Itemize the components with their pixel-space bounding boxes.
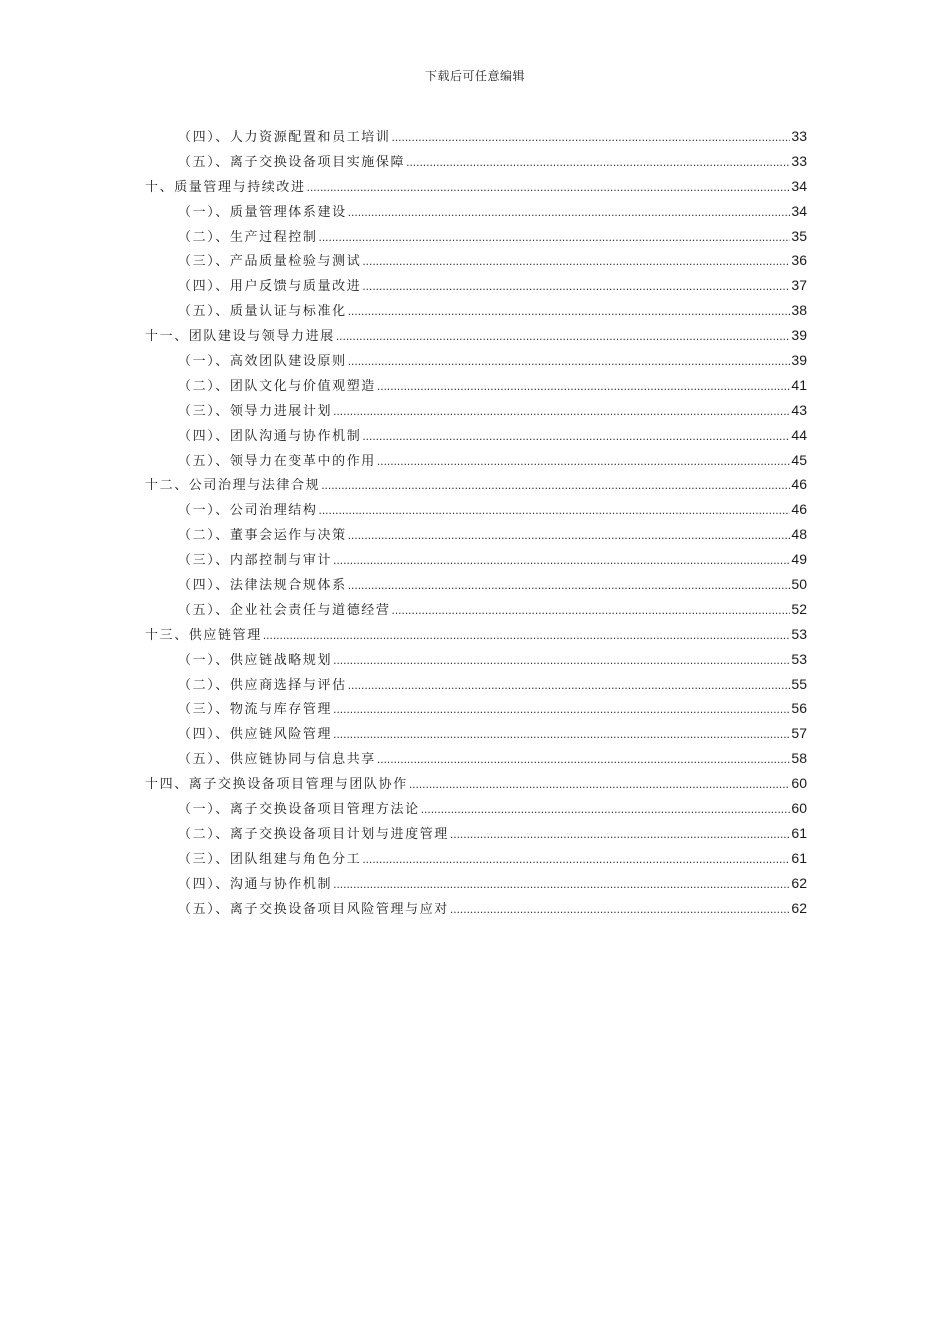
toc-entry-page-number: 36 <box>791 252 807 269</box>
toc-entry-title: （二）、供应商选择与评估 <box>178 677 347 693</box>
toc-section-entry[interactable] <box>145 549 807 574</box>
toc-entry-page-number: 53 <box>791 650 807 667</box>
toc-section-entry[interactable] <box>145 400 807 425</box>
toc-entry-page-number: 46 <box>791 501 807 518</box>
toc-section-entry[interactable] <box>145 275 807 300</box>
toc-entry-page-number: 41 <box>791 376 807 393</box>
toc-dot-leader <box>377 379 791 394</box>
toc-entry-title: （三）、团队组建与角色分工 <box>178 851 362 867</box>
toc-dot-leader <box>336 329 791 344</box>
toc-entry-page-number: 62 <box>791 899 807 916</box>
toc-dot-leader <box>450 827 791 842</box>
toc-section-entry[interactable] <box>145 898 807 923</box>
toc-entry-title: （一）、高效团队建设原则 <box>178 354 347 370</box>
toc-entry-page-number: 56 <box>791 700 807 717</box>
toc-entry-title: （四）、供应链风险管理 <box>178 727 333 743</box>
toc-section-entry[interactable] <box>145 151 807 176</box>
toc-chapter-entry[interactable] <box>145 474 807 499</box>
toc-section-entry[interactable] <box>145 599 807 624</box>
toc-section-entry[interactable] <box>145 226 807 251</box>
toc-entry-title: 十三、供应链管理 <box>145 627 262 643</box>
toc-entry-title: （四）、人力资源配置和员工培训 <box>178 130 391 145</box>
toc-dot-leader <box>348 528 791 543</box>
toc-entry-page-number: 43 <box>791 401 807 418</box>
toc-entry-page-number: 39 <box>791 352 807 369</box>
toc-entry-page-number: 57 <box>791 725 807 742</box>
toc-dot-leader <box>348 678 791 693</box>
toc-entry-title: 十二、公司治理与法律合规 <box>145 478 321 494</box>
page-header: 下载后可任意编辑 <box>424 69 525 83</box>
toc-dot-leader <box>307 180 791 195</box>
toc-entry-title: （二）、团队文化与价值观塑造 <box>178 378 376 394</box>
toc-dot-leader <box>362 254 790 269</box>
toc-dot-leader <box>333 877 790 892</box>
toc-section-entry[interactable] <box>145 574 807 599</box>
toc-entry-title: （二）、生产过程控制 <box>178 229 318 245</box>
toc-dot-leader <box>348 205 791 220</box>
toc-entry-title: （四）、用户反馈与质量改进 <box>178 279 362 295</box>
toc-section-entry[interactable] <box>145 848 807 873</box>
toc-dot-leader <box>409 777 791 792</box>
toc-section-entry[interactable] <box>145 698 807 723</box>
toc-dot-leader <box>333 404 790 419</box>
toc-entry-page-number: 61 <box>791 824 807 841</box>
toc-dot-leader <box>321 478 790 493</box>
toc-dot-leader <box>263 628 791 643</box>
toc-dot-leader <box>450 902 791 917</box>
toc-entry-page-number: 35 <box>791 227 807 244</box>
toc-dot-leader <box>333 702 790 717</box>
toc-entry-title: （二）、董事会运作与决策 <box>178 528 347 544</box>
toc-section-entry[interactable] <box>145 126 807 151</box>
toc-dot-leader <box>362 279 790 294</box>
toc-section-entry[interactable] <box>145 425 807 450</box>
toc-section-entry[interactable] <box>145 350 807 375</box>
toc-dot-leader <box>348 578 791 593</box>
toc-section-entry[interactable] <box>145 723 807 748</box>
toc-section-entry[interactable] <box>145 748 807 773</box>
toc-entry-page-number: 34 <box>791 177 807 194</box>
toc-section-entry[interactable] <box>145 649 807 674</box>
toc-dot-leader <box>406 155 790 170</box>
toc-entry-title: （一）、质量管理体系建设 <box>178 204 347 220</box>
toc-dot-leader <box>421 802 791 817</box>
toc-entry-title: （五）、离子交换设备项目实施保障 <box>178 154 406 170</box>
toc-entry-title: （四）、沟通与协作机制 <box>178 876 333 892</box>
toc-entry-title: （三）、内部控制与审计 <box>178 553 333 569</box>
toc-section-entry[interactable] <box>145 524 807 549</box>
toc-section-entry[interactable] <box>145 375 807 400</box>
toc-entry-title: （一）、公司治理结构 <box>178 503 318 519</box>
toc-entry-title: （一）、离子交换设备项目管理方法论 <box>178 802 420 818</box>
toc-chapter-entry[interactable] <box>145 176 807 201</box>
toc-section-entry[interactable] <box>145 873 807 898</box>
toc-entry-title: （五）、企业社会责任与道德经营 <box>178 602 391 618</box>
toc-entry-title: （四）、团队沟通与协作机制 <box>178 428 362 444</box>
toc-entry-page-number: 39 <box>791 327 807 344</box>
table-of-contents <box>145 126 807 923</box>
toc-entry-title: （二）、离子交换设备项目计划与进度管理 <box>178 826 449 842</box>
toc-entry-page-number: 49 <box>791 551 807 568</box>
toc-entry-page-number: 58 <box>791 750 807 767</box>
toc-entry-page-number: 37 <box>791 277 807 294</box>
toc-section-entry[interactable] <box>145 201 807 226</box>
toc-dot-leader <box>319 230 791 245</box>
toc-section-entry[interactable] <box>145 674 807 699</box>
toc-dot-leader <box>333 553 790 568</box>
toc-chapter-entry[interactable] <box>145 325 807 350</box>
toc-entry-page-number: 33 <box>791 128 807 144</box>
toc-entry-page-number: 50 <box>791 576 807 593</box>
toc-entry-page-number: 44 <box>791 426 807 443</box>
toc-entry-page-number: 46 <box>791 476 807 493</box>
toc-section-entry[interactable] <box>145 499 807 524</box>
toc-dot-leader <box>333 653 790 668</box>
toc-entry-title: （一）、供应链战略规划 <box>178 652 333 668</box>
toc-entry-page-number: 55 <box>791 675 807 692</box>
toc-entry-title: 十、质量管理与持续改进 <box>145 179 306 195</box>
toc-section-entry[interactable] <box>145 798 807 823</box>
toc-dot-leader <box>362 852 790 867</box>
toc-entry-page-number: 38 <box>791 302 807 319</box>
toc-dot-leader <box>319 503 791 518</box>
toc-dot-leader <box>377 752 791 767</box>
toc-dot-leader <box>333 727 790 742</box>
toc-dot-leader <box>392 130 791 145</box>
toc-section-entry[interactable] <box>145 300 807 325</box>
toc-dot-leader <box>362 429 790 444</box>
toc-entry-title: （五）、供应链协同与信息共享 <box>178 752 376 768</box>
toc-chapter-entry[interactable] <box>145 773 807 798</box>
toc-entry-title: （五）、领导力在变革中的作用 <box>178 453 376 469</box>
toc-entry-page-number: 53 <box>791 625 807 642</box>
toc-entry-page-number: 48 <box>791 526 807 543</box>
toc-dot-leader <box>348 354 791 369</box>
toc-entry-title: （三）、产品质量检验与测试 <box>178 254 362 270</box>
toc-dot-leader <box>392 603 791 618</box>
toc-entry-title: 十一、团队建设与领导力进展 <box>145 329 335 345</box>
toc-entry-page-number: 61 <box>791 849 807 866</box>
toc-entry-title: （三）、物流与库存管理 <box>178 702 333 718</box>
toc-entry-title: 十四、离子交换设备项目管理与团队协作 <box>145 777 408 793</box>
toc-chapter-entry[interactable] <box>145 624 807 649</box>
toc-entry-page-number: 60 <box>791 800 807 817</box>
toc-entry-title: （四）、法律法规合规体系 <box>178 578 347 594</box>
toc-entry-page-number: 62 <box>791 874 807 891</box>
toc-section-entry[interactable] <box>145 450 807 475</box>
toc-entry-title: （五）、质量认证与标准化 <box>178 304 347 320</box>
toc-entry-page-number: 52 <box>791 600 807 617</box>
toc-dot-leader <box>348 304 791 319</box>
toc-section-entry[interactable] <box>145 823 807 848</box>
toc-entry-title: （三）、领导力进展计划 <box>178 403 333 419</box>
toc-entry-title: （五）、离子交换设备项目风险管理与应对 <box>178 901 449 917</box>
toc-dot-leader <box>377 454 791 469</box>
toc-entry-page-number: 60 <box>791 775 807 792</box>
toc-entry-page-number: 45 <box>791 451 807 468</box>
toc-entry-page-number: 34 <box>791 202 807 219</box>
toc-entry-page-number: 33 <box>791 152 807 169</box>
toc-section-entry[interactable] <box>145 250 807 275</box>
